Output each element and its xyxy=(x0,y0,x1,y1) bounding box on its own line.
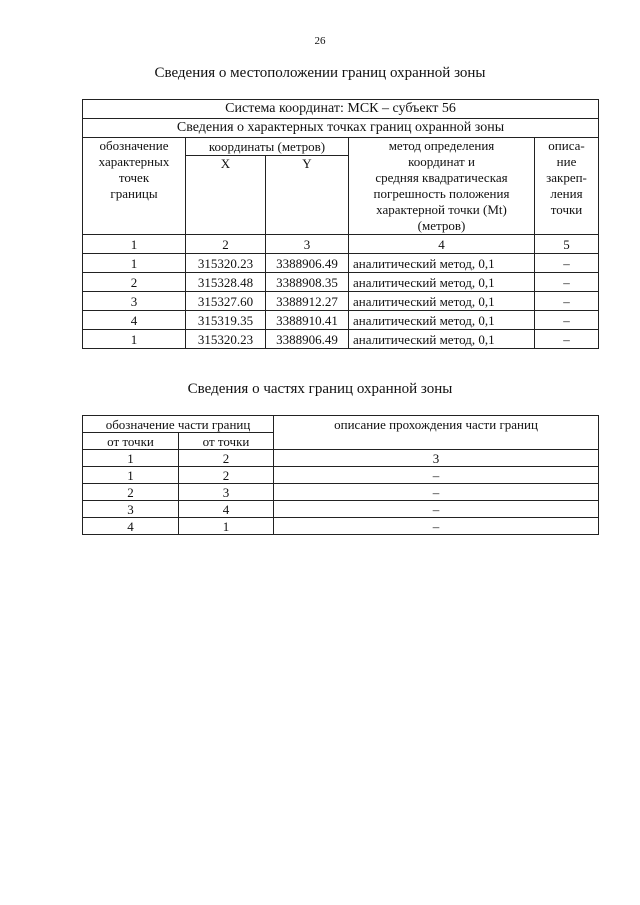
header-to-point: от точки xyxy=(179,433,274,450)
y-cell: 3388906.49 xyxy=(266,254,349,273)
point-cell: 2 xyxy=(83,273,186,292)
table-row xyxy=(83,467,599,484)
table-row xyxy=(83,330,599,349)
section-title: Сведения о характерных точках границ охранной зоны xyxy=(83,119,599,138)
method-cell: аналитический метод, 0,1 xyxy=(349,254,535,273)
description-cell: – xyxy=(535,292,599,311)
table-row xyxy=(83,273,599,292)
from-cell: 3 xyxy=(83,501,179,518)
header-parts-designation: обозначение части границ xyxy=(83,416,274,433)
method-cell: аналитический метод, 0,1 xyxy=(349,311,535,330)
column-number: 1 xyxy=(83,235,186,254)
description-cell: – xyxy=(535,330,599,349)
location-title: Сведения о местоположении границ охранной зоны xyxy=(154,65,486,81)
table-row xyxy=(83,501,599,518)
method-cell: аналитический метод, 0,1 xyxy=(349,330,535,349)
header-method: метод определения координат и средняя квадратическая погрешность положения характерной точки (Mt) (метров) xyxy=(349,138,535,235)
y-cell: 3388910.41 xyxy=(266,311,349,330)
column-number: 2 xyxy=(179,450,274,467)
point-cell: 3 xyxy=(83,292,186,311)
table-row xyxy=(83,311,599,330)
to-cell: 2 xyxy=(179,467,274,484)
x-cell: 315327.60 xyxy=(186,292,266,311)
column-numbers-row xyxy=(83,235,599,254)
x-cell: 315319.35 xyxy=(186,311,266,330)
description-cell: – xyxy=(535,254,599,273)
header-x: X xyxy=(186,156,266,235)
column-number: 3 xyxy=(266,235,349,254)
coordinate-system: Система координат: МСК – субъект 56 xyxy=(83,100,599,119)
description-cell: – xyxy=(535,273,599,292)
from-cell: 1 xyxy=(83,467,179,484)
description-cell: – xyxy=(274,501,599,518)
column-number: 3 xyxy=(274,450,599,467)
from-cell: 4 xyxy=(83,518,179,535)
from-cell: 2 xyxy=(83,484,179,501)
header-description: описа- ние закреп- ления точки xyxy=(535,138,599,235)
description-cell: – xyxy=(274,518,599,535)
column-number: 1 xyxy=(83,450,179,467)
description-cell: – xyxy=(535,311,599,330)
point-cell: 1 xyxy=(83,254,186,273)
parts-title: Сведения о частях границ охранной зоны xyxy=(187,381,453,397)
description-cell: – xyxy=(274,467,599,484)
table-row xyxy=(83,254,599,273)
column-number: 2 xyxy=(186,235,266,254)
header-designation: обозначение характерных точек границы xyxy=(83,138,186,235)
x-cell: 315328.48 xyxy=(186,273,266,292)
to-cell: 4 xyxy=(179,501,274,518)
header-y: Y xyxy=(266,156,349,235)
column-numbers-row xyxy=(83,450,599,467)
y-cell: 3388906.49 xyxy=(266,330,349,349)
y-cell: 3388912.27 xyxy=(266,292,349,311)
header-coordinates: координаты (метров) xyxy=(186,138,349,156)
to-cell: 1 xyxy=(179,518,274,535)
column-number: 4 xyxy=(349,235,535,254)
header-parts-description: описание прохождения части границ xyxy=(274,416,599,450)
point-cell: 1 xyxy=(83,330,186,349)
to-cell: 3 xyxy=(179,484,274,501)
method-cell: аналитический метод, 0,1 xyxy=(349,273,535,292)
table-row xyxy=(83,292,599,311)
page-number: 26 xyxy=(314,35,326,47)
y-cell: 3388908.35 xyxy=(266,273,349,292)
method-cell: аналитический метод, 0,1 xyxy=(349,292,535,311)
x-cell: 315320.23 xyxy=(186,330,266,349)
point-cell: 4 xyxy=(83,311,186,330)
column-number: 5 xyxy=(535,235,599,254)
description-cell: – xyxy=(274,484,599,501)
boundary-parts-table xyxy=(82,415,599,535)
table-row xyxy=(83,484,599,501)
header-from-point: от точки xyxy=(83,433,179,450)
coordinates-table xyxy=(82,99,599,349)
table-row xyxy=(83,518,599,535)
x-cell: 315320.23 xyxy=(186,254,266,273)
